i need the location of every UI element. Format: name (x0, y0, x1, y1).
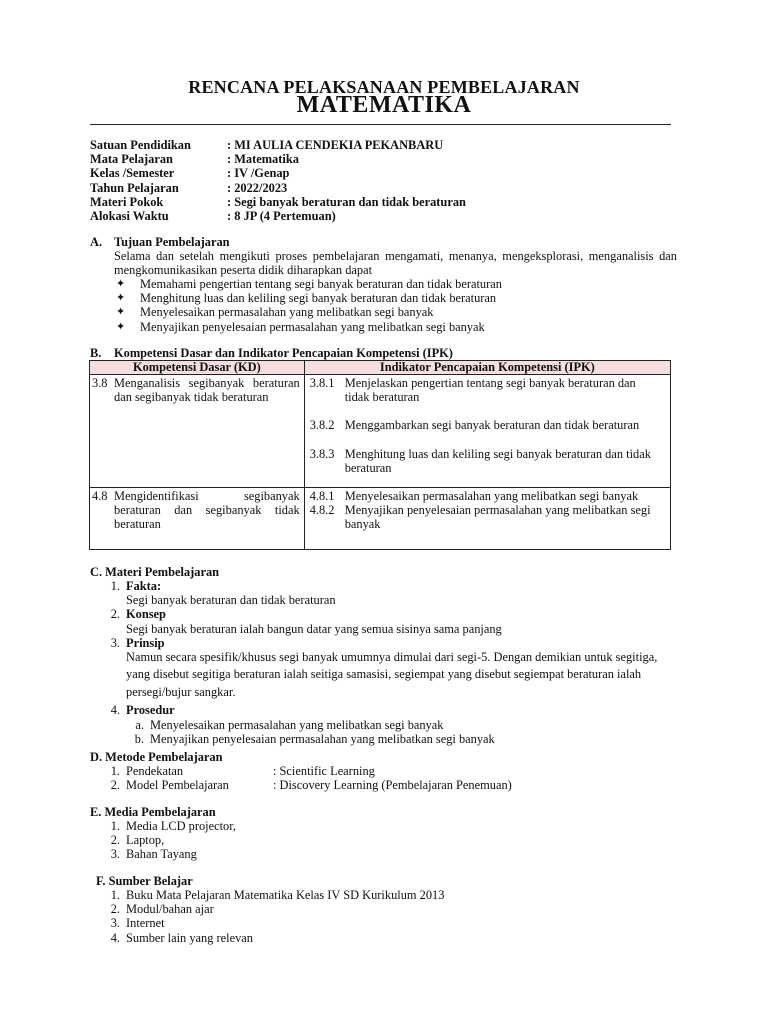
competency-table (89, 360, 671, 550)
item-number: 1. (110, 819, 120, 833)
identity-value: : 8 JP (4 Pertemuan) (227, 208, 336, 223)
kd-number: 3.8 (92, 376, 108, 390)
sub-item-letter: b. (134, 731, 144, 746)
ipk-item (305, 489, 670, 503)
ipk-cell (304, 488, 670, 550)
ipk-text: Menyelesaikan permasalahan yang melibatkan segi banyak (344, 489, 639, 503)
bullet-star-icon: ✦ (116, 278, 126, 290)
identity-row (90, 195, 466, 209)
objective-text: Menyelesaikan permasalahan yang melibatkan segi banyak (140, 305, 434, 320)
ipk-number: 3.8.1 (309, 376, 335, 390)
item-text: Segi banyak beraturan ialah bangun datar yang semua sisinya sama panjang (126, 621, 502, 636)
section-letter: F. (96, 874, 106, 888)
item-text: Internet (126, 916, 165, 931)
column-header-kd: Kompetensi Dasar (KD) (90, 361, 305, 375)
item-text: Bahan Tayang (126, 847, 197, 862)
objectives-list (114, 277, 677, 334)
sub-item-text: Menyelesaikan permasalahan yang melibatkan segi banyak (150, 717, 444, 732)
list-item (114, 320, 677, 334)
list-item (114, 305, 677, 319)
objective-text: Menyajikan penyelesaian permasalahan yang melibatkan segi banyak (140, 319, 485, 334)
list-item (102, 607, 677, 621)
identity-value: : MI AULIA CENDEKIA PEKANBARU (227, 138, 444, 152)
ipk-text: Menjelaskan pengertian tentang segi banyak beraturan dan tidak beraturan (344, 376, 636, 405)
list-item (102, 847, 677, 861)
list-item (102, 916, 677, 930)
item-number: 4. (110, 930, 120, 945)
list-item (102, 902, 677, 916)
section-title: Metode Pembelajaran (105, 750, 223, 764)
identity-label: Tahun Pelajaran (90, 180, 179, 195)
media-list (102, 819, 677, 862)
identity-value: : IV /Genap (227, 166, 290, 181)
item-text: Namun secara spesifik/khusus segi banyak umumnya dimulai dari segi-5. Dengan demikian untuk segitiga, yang disebut segitiga beraturan ialah seitiga samasisi, segiempat yang disebut segiempat beraturan ialah persegi/bujur sangkar. (126, 649, 658, 699)
section-b-heading (90, 346, 453, 360)
section-letter: E. (90, 805, 102, 819)
document-subject-title: MATEMATIKA (296, 92, 472, 118)
method-label: Pendekatan (126, 764, 184, 778)
ipk-item (305, 376, 670, 404)
method-value: : Discovery Learning (Pembelajaran Penemuan) (273, 778, 512, 793)
sources-list (102, 888, 677, 945)
item-number: 3. (110, 635, 120, 650)
list-item (102, 579, 677, 593)
item-number: 1. (110, 888, 120, 902)
ipk-item (305, 503, 670, 531)
table-row (90, 488, 671, 550)
title-divider (90, 124, 671, 125)
item-title: Konsep (126, 607, 166, 622)
kd-number: 4.8 (92, 489, 108, 503)
method-value: : Scientific Learning (273, 764, 375, 778)
item-title: Prosedur (126, 703, 175, 718)
sub-item-letter: a. (135, 717, 144, 732)
ipk-number: 4.8.1 (309, 489, 335, 503)
section-a-intro: Selama dan setelah mengikuti proses pembelajaran mengamati, menanya, mengeksplorasi, menganalisis dan mengkomunikasikan peserta didik diharapkan dapat (114, 249, 677, 278)
table-row (90, 375, 671, 488)
section-c-heading (90, 565, 219, 579)
identity-label: Mata Pelajaran (90, 152, 173, 167)
list-item (102, 778, 677, 792)
ipk-number: 3.8.3 (309, 446, 335, 461)
section-title: Kompetensi Dasar dan Indikator Pencapaian Kompetensi (IPK) (114, 346, 453, 360)
materi-list (102, 579, 677, 746)
identity-row (90, 166, 466, 180)
objective-text: Memahami pengertian tentang segi banyak beraturan dan tidak beraturan (140, 277, 502, 291)
item-title: Prinsip (126, 635, 165, 650)
item-number: 2. (110, 902, 120, 917)
item-number: 4. (110, 703, 120, 718)
section-letter: C. (90, 565, 103, 579)
identity-row (90, 152, 466, 166)
ipk-item (305, 447, 670, 475)
ipk-text: Menghitung luas dan keliling segi banyak beraturan dan tidak beraturan (344, 446, 651, 475)
section-letter: D. (90, 750, 103, 764)
bullet-star-icon: ✦ (116, 320, 126, 333)
bullet-star-icon: ✦ (116, 306, 126, 319)
identity-row (90, 138, 466, 152)
list-item (102, 819, 677, 833)
ipk-number: 3.8.2 (309, 418, 335, 433)
objective-text: Menghitung luas dan keliling segi banyak beraturan dan tidak beraturan (140, 291, 497, 306)
section-title: Materi Pembelajaran (105, 565, 220, 579)
list-item (114, 291, 677, 305)
identity-label: Materi Pokok (90, 194, 164, 209)
section-f-heading (96, 874, 193, 888)
bullet-star-icon: ✦ (116, 292, 126, 305)
section-a-heading (90, 235, 230, 249)
ipk-item (305, 418, 670, 432)
sub-list-item (102, 718, 677, 732)
item-text: Segi banyak beraturan dan tidak beraturan (126, 593, 336, 608)
list-item (102, 931, 677, 945)
list-item (102, 703, 677, 717)
list-item (102, 833, 677, 847)
item-number: 2. (110, 607, 120, 622)
item-number: 3. (110, 847, 120, 862)
method-list (102, 764, 677, 792)
item-text: Laptop, (126, 833, 165, 848)
kd-cell (90, 488, 305, 550)
identity-label: Alokasi Waktu (90, 208, 169, 223)
section-title: Tujuan Pembelajaran (114, 235, 230, 249)
item-number: 3. (110, 916, 120, 931)
sub-item-text: Menyajikan penyelesaian permasalahan yang melibatkan segi banyak (150, 731, 495, 746)
ipk-text: Menggambarkan segi banyak beraturan dan tidak beraturan (344, 418, 640, 433)
section-title: Sumber Belajar (108, 874, 193, 888)
identity-label: Kelas /Semester (90, 166, 175, 181)
item-text: Sumber lain yang relevan (126, 930, 253, 945)
section-title: Media Pembelajaran (104, 805, 216, 819)
ipk-number: 4.8.2 (309, 503, 335, 518)
section-e-heading (90, 805, 216, 819)
section-d-heading (90, 750, 223, 764)
item-title: Fakta: (126, 579, 162, 593)
identity-value: : Matematika (227, 152, 299, 167)
kd-text: Menganalisis segibanyak beraturan dan segibanyak tidak beraturan (114, 376, 300, 405)
kd-text: Mengidentifikasi segibanyak beraturan dan segibanyak tidak beraturan (114, 489, 300, 532)
identity-label: Satuan Pendidikan (90, 138, 191, 152)
identity-block (90, 138, 466, 223)
section-letter: A. (90, 235, 103, 249)
item-text: Buku Mata Pelajaran Matematika Kelas IV SD Kurikulum 2013 (126, 888, 445, 902)
item-text: Modul/bahan ajar (126, 902, 214, 917)
ipk-cell (304, 375, 670, 488)
section-letter: B. (90, 346, 102, 360)
identity-row (90, 209, 466, 223)
ipk-text: Menyajikan penyelesaian permasalahan yang melibatkan segi banyak (344, 503, 651, 532)
kd-cell (90, 375, 305, 488)
identity-value: : Segi banyak beraturan dan tidak beraturan (227, 194, 466, 209)
item-number: 1. (110, 579, 120, 593)
method-label: Model Pembelajaran (126, 778, 229, 793)
identity-row (90, 181, 466, 195)
list-item (102, 888, 677, 902)
list-item (102, 636, 677, 650)
item-number: 2. (110, 778, 120, 793)
list-item (114, 277, 677, 291)
item-text: Media LCD projector, (126, 819, 236, 833)
sub-list-item (102, 732, 677, 746)
item-number: 2. (110, 833, 120, 848)
table-header-row (90, 361, 671, 375)
column-header-ipk: Indikator Pencapaian Kompetensi (IPK) (304, 361, 670, 375)
item-number: 1. (110, 764, 120, 778)
document-title: RENCANA PELAKSANAAN PEMBELAJARAN (188, 77, 580, 97)
identity-value: : 2022/2023 (227, 180, 288, 195)
list-item (102, 764, 677, 778)
